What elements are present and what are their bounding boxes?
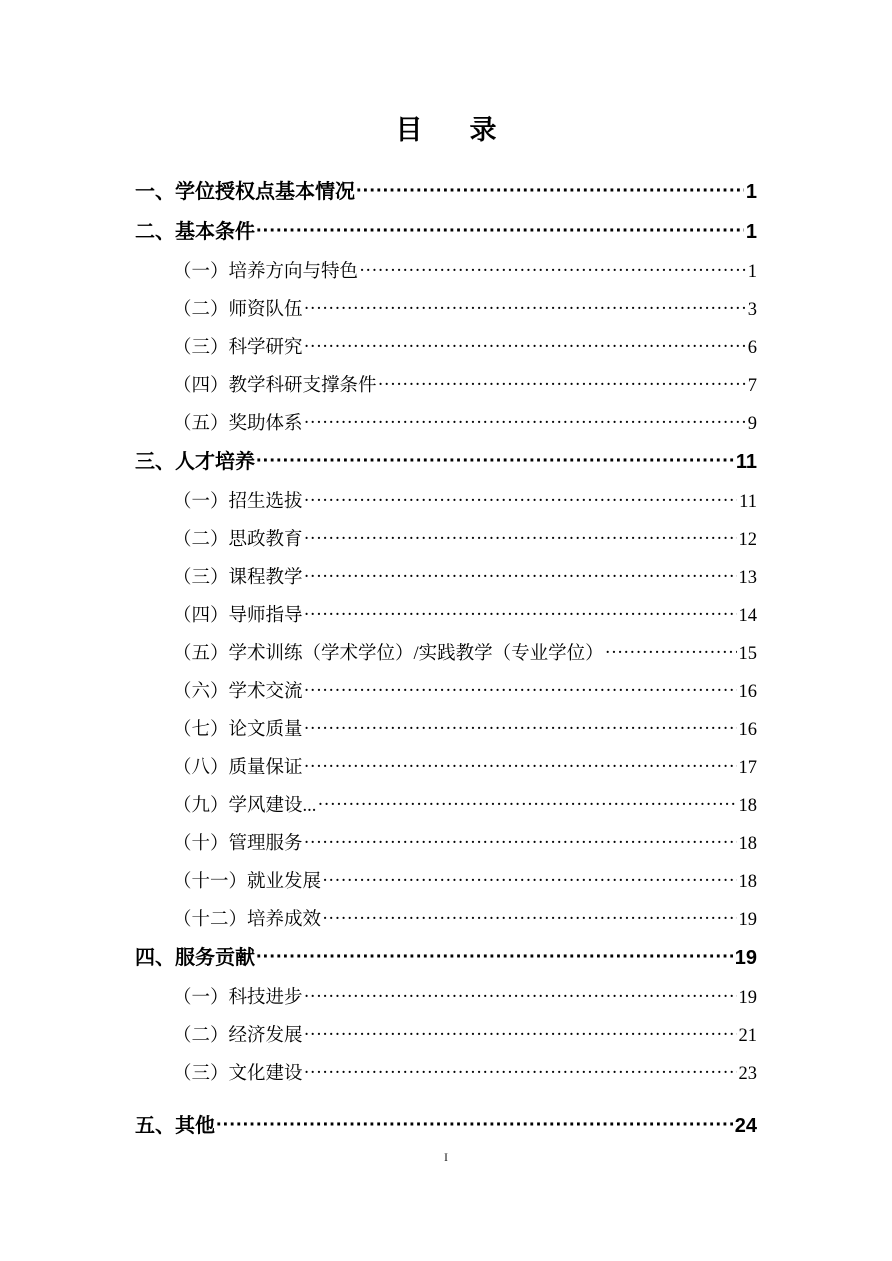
toc-leader-dots [359, 252, 746, 290]
toc-leader-dots [304, 520, 737, 558]
toc-entry-page: 23 [738, 1064, 757, 1084]
toc-entry-label: （二）经济发展 [173, 1026, 303, 1046]
toc-leader-dots [304, 290, 746, 328]
toc-entry[interactable] [135, 597, 757, 635]
toc-entry-page: 11 [735, 451, 757, 473]
toc-leader-dots [304, 1016, 737, 1054]
toc-entry-page: 14 [738, 606, 757, 626]
toc-entry-page: 9 [747, 414, 757, 434]
toc-entry-label: （十二）培养成效 [173, 910, 322, 930]
toc-leader-dots [304, 710, 737, 748]
toc-entry[interactable] [135, 253, 757, 291]
toc-entry-label: （六）学术交流 [173, 682, 303, 702]
toc-entry[interactable] [135, 213, 757, 251]
toc-entry[interactable] [135, 635, 757, 673]
toc-entry-label: （九）学风建设... [173, 796, 317, 816]
toc-entry-label: （二）思政教育 [173, 530, 303, 550]
toc-leader-dots [256, 938, 733, 976]
toc-entry-page: 16 [738, 720, 757, 740]
toc-entry-page: 17 [738, 758, 757, 778]
toc-entry-page: 16 [738, 682, 757, 702]
toc-leader-dots [356, 172, 744, 210]
toc-entry[interactable] [135, 979, 757, 1017]
toc-leader-dots [216, 1106, 733, 1144]
toc-entry-label: （二）师资队伍 [173, 300, 303, 320]
toc-leader-dots [256, 442, 734, 480]
toc-leader-dots [322, 900, 736, 938]
toc-leader-dots [605, 634, 737, 672]
page-folio: I [444, 1150, 448, 1164]
toc-entry-page: 1 [745, 221, 757, 243]
toc-entry-label: 五、其他 [135, 1115, 215, 1137]
toc-entry-label: （十一）就业发展 [173, 872, 322, 892]
toc-entry-label: （一）科技进步 [173, 988, 303, 1008]
toc-leader-dots [304, 748, 737, 786]
toc-entry-label: 二、基本条件 [135, 221, 255, 243]
toc-entry-label: （七）论文质量 [173, 720, 303, 740]
toc-entry-label: （三）文化建设 [173, 1064, 303, 1084]
toc-entry[interactable] [135, 173, 757, 211]
toc-entry[interactable] [135, 521, 757, 559]
toc-entry-label: （三）科学研究 [173, 338, 303, 358]
toc-entry-label: （四）教学科研支撑条件 [173, 376, 377, 396]
toc-entry-page: 3 [747, 300, 757, 320]
toc-entry-label: （五）奖助体系 [173, 414, 303, 434]
toc-entry[interactable] [135, 443, 757, 481]
toc-leader-dots [304, 978, 737, 1016]
toc-entry-page: 7 [747, 376, 757, 396]
toc-leader-dots [317, 786, 736, 824]
toc-entry-label: （十）管理服务 [173, 834, 303, 854]
toc-entry[interactable] [135, 329, 757, 367]
toc-entry-label: （八）质量保证 [173, 758, 303, 778]
toc-entry[interactable] [135, 1017, 757, 1055]
table-of-contents [0, 173, 892, 1145]
toc-leader-dots [378, 366, 746, 404]
toc-entry[interactable] [135, 1055, 757, 1093]
toc-entry-page: 13 [738, 568, 757, 588]
toc-entry-page: 21 [738, 1026, 757, 1046]
toc-entry[interactable] [135, 711, 757, 749]
toc-entry-page: 6 [747, 338, 757, 358]
toc-leader-dots [304, 482, 738, 520]
toc-leader-dots [304, 404, 746, 442]
toc-leader-dots [256, 212, 744, 250]
toc-entry-label: 三、人才培养 [135, 451, 255, 473]
toc-entry-page: 1 [747, 262, 757, 282]
toc-entry-label: 一、学位授权点基本情况 [135, 181, 355, 203]
toc-entry[interactable] [135, 1107, 757, 1145]
toc-entry[interactable] [135, 291, 757, 329]
toc-entry[interactable] [135, 749, 757, 787]
toc-entry-page: 24 [734, 1115, 757, 1137]
toc-leader-dots [304, 558, 737, 596]
toc-entry-page: 15 [738, 644, 757, 664]
toc-entry-page: 18 [738, 834, 757, 854]
toc-entry-page: 12 [738, 530, 757, 550]
toc-entry[interactable] [135, 367, 757, 405]
toc-leader-dots [322, 862, 736, 900]
toc-entry-label: （四）导师指导 [173, 606, 303, 626]
toc-entry[interactable] [135, 939, 757, 977]
toc-entry-page: 1 [745, 181, 757, 203]
toc-entry-label: （一）培养方向与特色 [173, 262, 359, 282]
toc-entry[interactable] [135, 405, 757, 443]
toc-entry-page: 18 [738, 796, 757, 816]
toc-entry[interactable] [135, 673, 757, 711]
toc-entry[interactable] [135, 787, 757, 825]
toc-leader-dots [304, 824, 737, 862]
toc-leader-dots [304, 328, 746, 366]
toc-entry-label: （三）课程教学 [173, 568, 303, 588]
toc-leader-dots [304, 596, 737, 634]
page-title: 目 录 [395, 115, 507, 145]
toc-entry[interactable] [135, 901, 757, 939]
toc-entry[interactable] [135, 559, 757, 597]
toc-entry-label: 四、服务贡献 [135, 947, 255, 969]
toc-entry[interactable] [135, 825, 757, 863]
toc-entry-page: 18 [738, 872, 757, 892]
toc-entry-page: 19 [738, 910, 757, 930]
toc-entry[interactable] [135, 863, 757, 901]
toc-entry-page: 19 [738, 988, 757, 1008]
toc-entry-page: 19 [734, 947, 757, 969]
toc-entry-label: （五）学术训练（学术学位）/实践教学（专业学位） [173, 644, 604, 664]
toc-entry[interactable] [135, 483, 757, 521]
toc-entry-page: 11 [739, 492, 757, 512]
toc-leader-dots [304, 672, 737, 710]
toc-leader-dots [304, 1054, 737, 1092]
toc-entry-label: （一）招生选拔 [173, 492, 303, 512]
